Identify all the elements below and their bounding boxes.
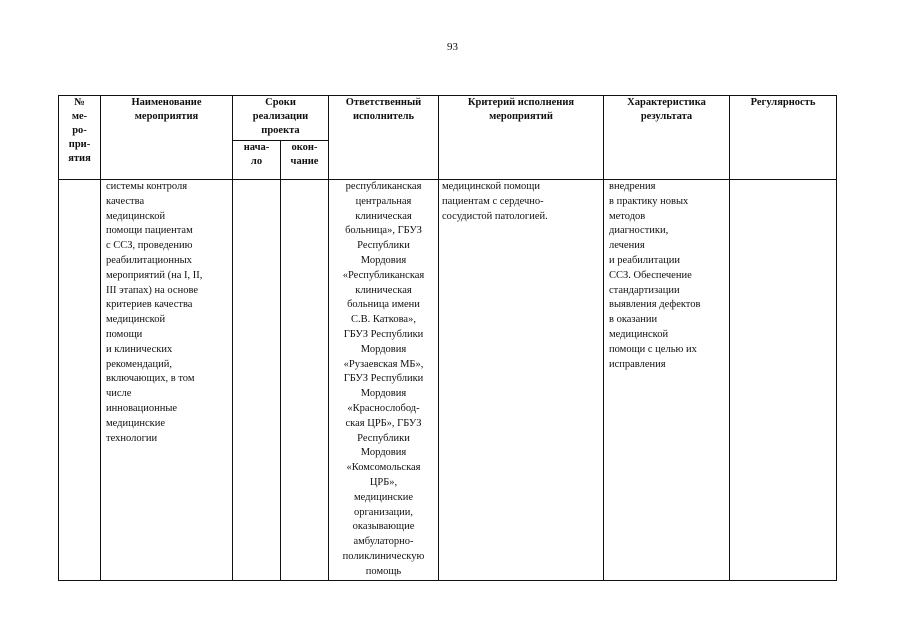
cell-result: внедрения в практику новых методов диагностики, лечения и реабилитации ССЗ. Обеспечение стандартизации выявления дефектов в оказании медицинской помощи с целью их исправления (604, 180, 730, 581)
cell-start (233, 180, 281, 581)
cell-num (59, 180, 101, 581)
cell-name: системы контроля качества медицинской помощи пациентам с ССЗ, проведению реабилитационных мероприятий (на I, II, III этапах) на основе критериев качества медицинской помощи и клинических рекомендаций, включающих, в том числе инновационные медицинские технологии (101, 180, 233, 581)
header-criterion: Критерий исполнения мероприятий (439, 96, 604, 180)
page-number: 93 (447, 41, 458, 53)
header-result: Характеристика результата (604, 96, 730, 180)
cell-responsible: республиканская центральная клиническая больница», ГБУЗ Республики Мордовия «Республиканская клиническая больница имени С.В. Каткова», ГБУЗ Республики Мордовия «Рузаевская МБ», ГБУЗ Республики Мордовия «Краснослобод- ская ЦРБ», ГБУЗ Республики Мордовия «Комсомольская ЦРБ», медицинские организации, оказывающие амбулаторно- поликлиническую помощь (329, 180, 439, 581)
cell-criterion: медицинской помощи пациентам с сердечно- сосудистой патологией. (439, 180, 604, 581)
cell-regularity (730, 180, 837, 581)
table-row (59, 180, 837, 581)
header-num: № ме- ро- при- ятия (59, 96, 101, 180)
header-end: окон- чание (281, 141, 329, 180)
cell-end (281, 180, 329, 581)
measures-table (58, 95, 837, 581)
header-row (59, 96, 837, 141)
header-terms: Сроки реализации проекта (233, 96, 329, 141)
header-regularity: Регулярность (730, 96, 837, 180)
header-responsible: Ответственный исполнитель (329, 96, 439, 180)
header-start: нача- ло (233, 141, 281, 180)
header-name: Наименование мероприятия (101, 96, 233, 180)
